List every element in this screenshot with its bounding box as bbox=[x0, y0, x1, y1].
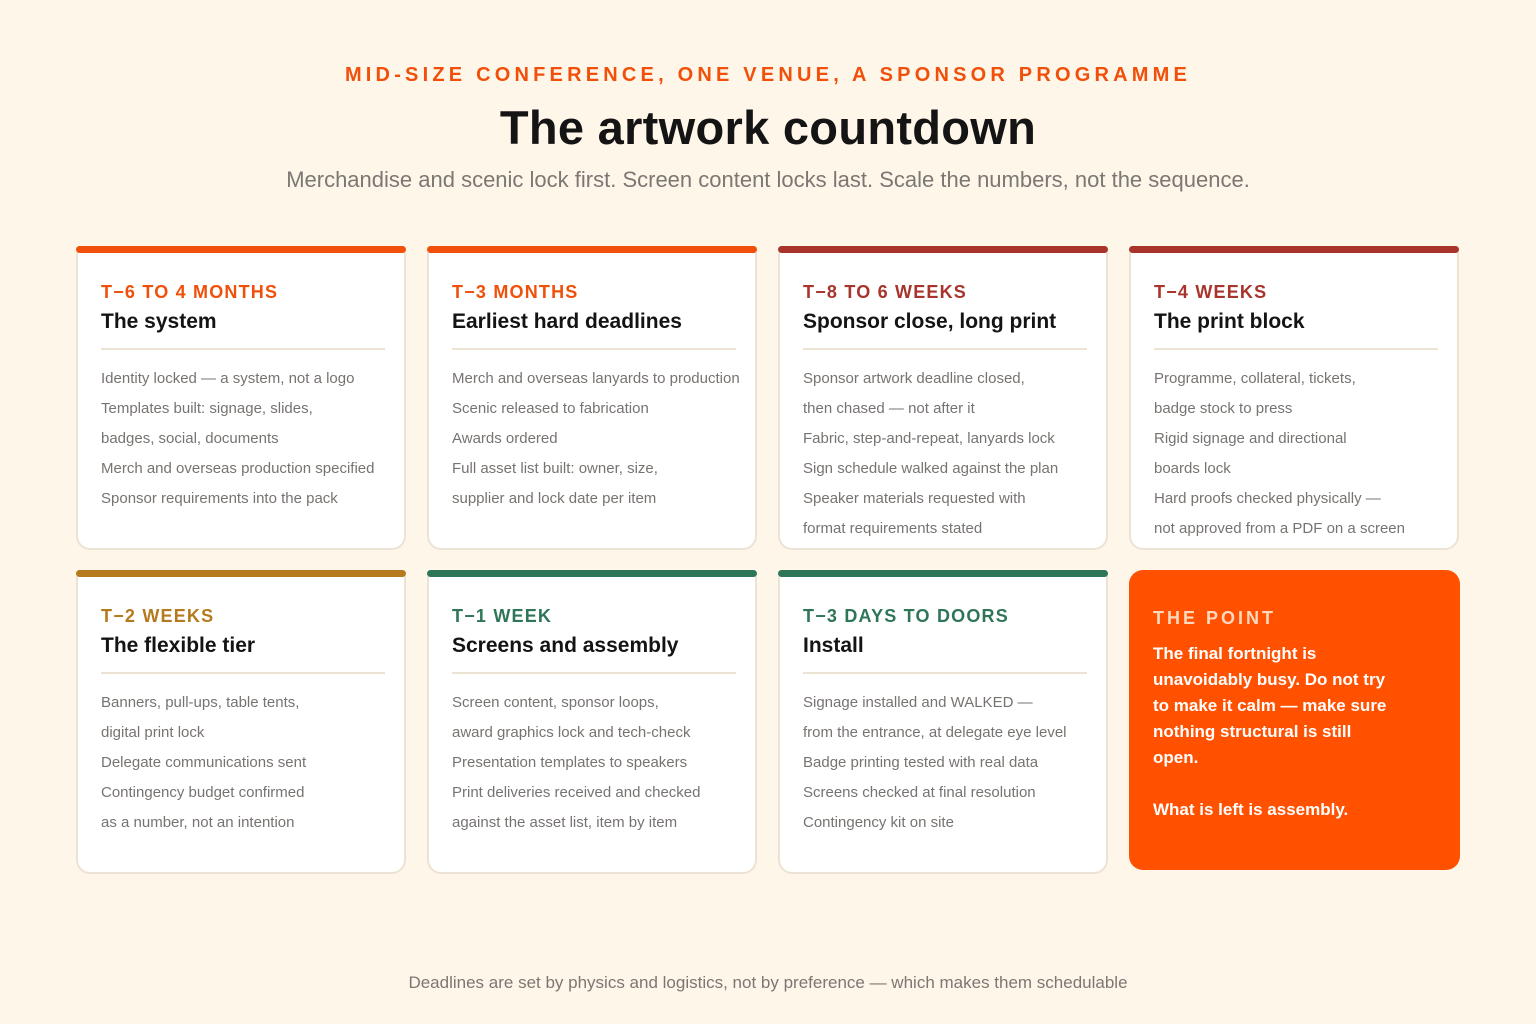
list-item: supplier and lock date per item bbox=[452, 490, 657, 507]
list-item: then chased — not after it bbox=[803, 400, 975, 417]
eyebrow: MID-SIZE CONFERENCE, ONE VENUE, A SPONSOR PROGRAMME bbox=[344, 64, 1192, 86]
card-item-list bbox=[452, 364, 752, 514]
list-item: Sign schedule walked against the plan bbox=[803, 460, 1059, 477]
list-item: format requirements stated bbox=[803, 520, 983, 537]
list-item: Identity locked — a system, not a logo bbox=[101, 370, 355, 387]
card-timeframe: T−3 DAYS TO DOORS bbox=[803, 606, 1009, 626]
card-t2-weeks bbox=[76, 576, 406, 874]
card-t4-weeks bbox=[1129, 252, 1459, 550]
card-timeframe: T−6 TO 4 MONTHS bbox=[101, 282, 279, 302]
card-timeframe: T−3 MONTHS bbox=[452, 282, 579, 302]
list-item: Contingency kit on site bbox=[803, 814, 954, 831]
card-divider bbox=[101, 348, 385, 350]
card-accent-bar bbox=[76, 570, 406, 577]
card-title: Screens and assembly bbox=[452, 634, 679, 657]
the-point-callout bbox=[1129, 570, 1460, 870]
list-item: Contingency budget confirmed bbox=[101, 784, 305, 801]
page-title: The artwork countdown bbox=[499, 101, 1037, 154]
list-item: Screen content, sponsor loops, bbox=[452, 694, 659, 711]
card-item-list bbox=[101, 688, 401, 838]
list-item: Full asset list built: owner, size, bbox=[452, 460, 658, 477]
card-divider bbox=[452, 348, 736, 350]
list-item: badges, social, documents bbox=[101, 430, 279, 447]
list-item: digital print lock bbox=[101, 724, 205, 741]
list-item: award graphics lock and tech-check bbox=[452, 724, 691, 741]
card-timeframe: T−2 WEEKS bbox=[101, 606, 215, 626]
list-item: Delegate communications sent bbox=[101, 754, 307, 771]
card-title: The print block bbox=[1154, 310, 1305, 333]
card-item-list bbox=[452, 688, 752, 838]
list-item: Badge printing tested with real data bbox=[803, 754, 1039, 771]
list-item: Programme, collateral, tickets, bbox=[1154, 370, 1356, 387]
card-title: Earliest hard deadlines bbox=[452, 310, 682, 333]
list-item: boards lock bbox=[1154, 460, 1231, 477]
list-item: Screens checked at final resolution bbox=[803, 784, 1036, 801]
card-t1-week bbox=[427, 576, 757, 874]
card-title: The system bbox=[101, 310, 217, 333]
card-t3-days bbox=[778, 576, 1108, 874]
card-divider bbox=[101, 672, 385, 674]
card-title: The flexible tier bbox=[101, 634, 256, 657]
list-item: Awards ordered bbox=[452, 430, 558, 447]
card-t3-months bbox=[427, 252, 757, 550]
list-item: against the asset list, item by item bbox=[452, 814, 678, 831]
list-item: Hard proofs checked physically — bbox=[1154, 490, 1381, 507]
card-divider bbox=[803, 348, 1087, 350]
card-accent-bar bbox=[778, 570, 1108, 577]
list-item: Presentation templates to speakers bbox=[452, 754, 688, 771]
card-divider bbox=[803, 672, 1087, 674]
list-item: Speaker materials requested with bbox=[803, 490, 1026, 507]
list-item: Templates built: signage, slides, bbox=[101, 400, 313, 417]
card-accent-bar bbox=[427, 570, 757, 577]
card-accent-bar bbox=[778, 246, 1108, 253]
card-item-list bbox=[803, 688, 1103, 838]
card-accent-bar bbox=[1129, 246, 1459, 253]
list-item: badge stock to press bbox=[1154, 400, 1293, 417]
card-timeframe: T−1 WEEK bbox=[452, 606, 553, 626]
card-accent-bar bbox=[427, 246, 757, 253]
list-item: not approved from a PDF on a screen bbox=[1154, 520, 1405, 537]
list-item: Fabric, step-and-repeat, lanyards lock bbox=[803, 430, 1055, 447]
card-divider bbox=[452, 672, 736, 674]
footer-note: Deadlines are set by physics and logistics, not by preference — which makes them schedulable bbox=[408, 973, 1128, 992]
list-item: as a number, not an intention bbox=[101, 814, 295, 831]
list-item: Scenic released to fabrication bbox=[452, 400, 649, 417]
card-t8-6-weeks bbox=[778, 252, 1108, 550]
callout-conclusion: What is left is assembly. bbox=[1153, 800, 1349, 819]
card-divider bbox=[1154, 348, 1438, 350]
card-item-list bbox=[101, 364, 401, 514]
callout-text: The final fortnight is unavoidably busy. Do not try to make it calm — make sure nothing structural is still open. bbox=[1153, 644, 1387, 767]
list-item: Print deliveries received and checked bbox=[452, 784, 701, 801]
list-item: Sponsor artwork deadline closed, bbox=[803, 370, 1025, 387]
page-subtitle: Merchandise and scenic lock first. Screen content locks last. Scale the numbers, not the sequence. bbox=[286, 167, 1250, 192]
callout-label: THE POINT bbox=[1153, 608, 1277, 628]
card-timeframe: T−4 WEEKS bbox=[1154, 282, 1268, 302]
list-item: Merch and overseas lanyards to production bbox=[452, 370, 740, 387]
list-item: Sponsor requirements into the pack bbox=[101, 490, 338, 507]
list-item: Banners, pull-ups, table tents, bbox=[101, 694, 300, 711]
list-item: from the entrance, at delegate eye level bbox=[803, 724, 1067, 741]
card-t6-4-months bbox=[76, 252, 406, 550]
card-title: Sponsor close, long print bbox=[803, 310, 1057, 333]
list-item: Signage installed and WALKED — bbox=[803, 694, 1033, 711]
card-accent-bar bbox=[76, 246, 406, 253]
card-item-list bbox=[1154, 364, 1454, 544]
card-item-list bbox=[803, 364, 1103, 544]
list-item: Merch and overseas production specified bbox=[101, 460, 375, 477]
card-title: Install bbox=[803, 634, 864, 657]
card-timeframe: T−8 TO 6 WEEKS bbox=[803, 282, 968, 302]
list-item: Rigid signage and directional bbox=[1154, 430, 1347, 447]
